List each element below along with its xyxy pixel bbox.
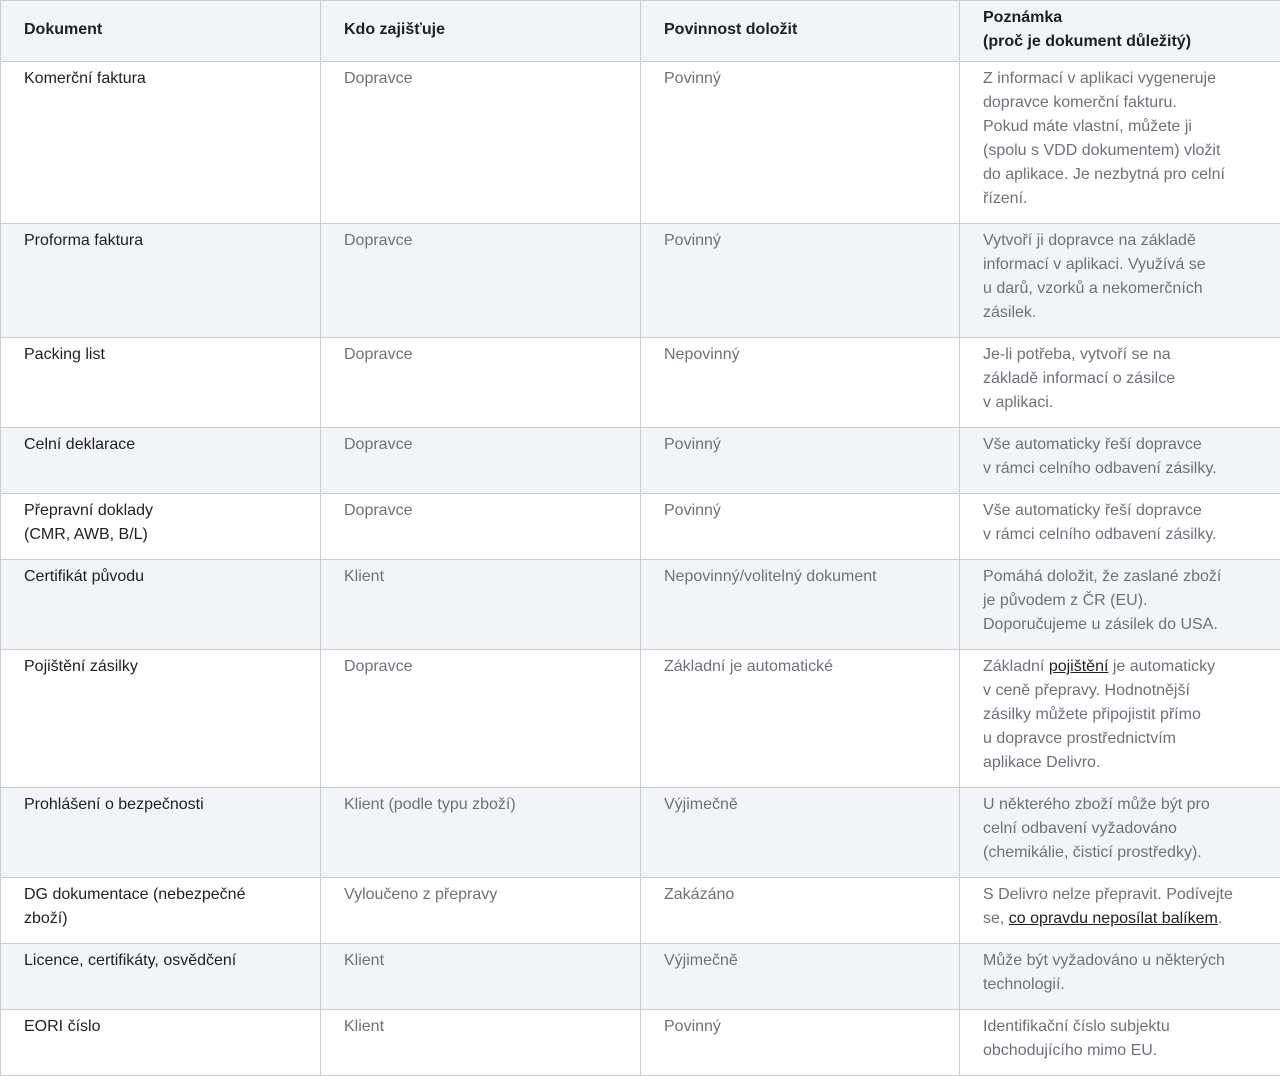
cell-document	[1, 650, 321, 788]
note-line: (chemikálie, čisticí prostředky).	[983, 841, 1257, 865]
note-line: obchodujícího mimo EU.	[983, 1039, 1257, 1063]
cell-who: Dopravce	[321, 224, 641, 338]
note-line: S Delivro nelze přepravit. Podívejte	[983, 883, 1257, 907]
table-row	[1, 560, 1280, 650]
header-duty: Povinnost doložit	[641, 1, 960, 62]
cell-note	[960, 878, 1280, 944]
note-line	[983, 655, 1257, 679]
document-name: Přepravní doklady	[24, 499, 297, 523]
header-row	[1, 1, 1280, 62]
document-name: Licence, certifikáty, osvědčení	[24, 949, 297, 973]
cell-duty: Povinný	[641, 428, 960, 494]
table-row	[1, 224, 1280, 338]
what-not-to-send-link[interactable]: co opravdu neposílat balíkem	[1009, 910, 1218, 927]
note-line: informací v aplikaci. Využívá se	[983, 253, 1257, 277]
note-line: Může být vyžadováno u některých	[983, 949, 1257, 973]
cell-document	[1, 788, 321, 878]
note-line	[983, 907, 1257, 931]
note-line: u darů, vzorků a nekomerčních	[983, 277, 1257, 301]
note-line: (spolu s VDD dokumentem) vložit	[983, 139, 1257, 163]
cell-who: Klient	[321, 944, 641, 1010]
cell-note	[960, 1010, 1280, 1076]
cell-note	[960, 224, 1280, 338]
note-text: .	[1218, 910, 1222, 927]
cell-document	[1, 560, 321, 650]
note-line: zásilek.	[983, 301, 1257, 325]
cell-duty: Výjimečně	[641, 788, 960, 878]
cell-note	[960, 650, 1280, 788]
insurance-link[interactable]: pojištění	[1049, 658, 1109, 675]
header-who: Kdo zajišťuje	[321, 1, 641, 62]
cell-duty: Povinný	[641, 494, 960, 560]
note-line: v aplikaci.	[983, 391, 1257, 415]
cell-document	[1, 338, 321, 428]
document-name: Komerční faktura	[24, 67, 297, 91]
note-line: aplikace Delivro.	[983, 751, 1257, 775]
cell-who: Dopravce	[321, 650, 641, 788]
cell-document	[1, 224, 321, 338]
note-line: v rámci celního odbavení zásilky.	[983, 457, 1257, 481]
table-row	[1, 650, 1280, 788]
header-note	[960, 1, 1280, 62]
table-row	[1, 338, 1280, 428]
document-name: Packing list	[24, 343, 297, 367]
cell-who: Dopravce	[321, 62, 641, 224]
note-line: u dopravce prostřednictvím	[983, 727, 1257, 751]
note-line: U některého zboží může být pro	[983, 793, 1257, 817]
note-line: dopravce komerční fakturu.	[983, 91, 1257, 115]
table-row	[1, 1010, 1280, 1076]
header-note-subtitle: (proč je dokument důležitý)	[983, 30, 1257, 54]
note-line: Pokud máte vlastní, můžete ji	[983, 115, 1257, 139]
table-row	[1, 944, 1280, 1010]
table-row	[1, 788, 1280, 878]
note-line: základě informací o zásilce	[983, 367, 1257, 391]
note-line: Je-li potřeba, vytvoří se na	[983, 343, 1257, 367]
document-name-detail: (CMR, AWB, B/L)	[24, 523, 297, 547]
cell-who: Dopravce	[321, 428, 641, 494]
note-line: Doporučujeme u zásilek do USA.	[983, 613, 1257, 637]
document-name: Proforma faktura	[24, 229, 297, 253]
cell-document	[1, 62, 321, 224]
document-name: Prohlášení o bezpečnosti	[24, 793, 297, 817]
cell-note	[960, 560, 1280, 650]
note-line: celní odbavení vyžadováno	[983, 817, 1257, 841]
cell-note	[960, 788, 1280, 878]
cell-duty: Povinný	[641, 224, 960, 338]
note-line: je původem z ČR (EU).	[983, 589, 1257, 613]
cell-duty: Základní je automatické	[641, 650, 960, 788]
table-row	[1, 62, 1280, 224]
note-line: Vše automaticky řeší dopravce	[983, 433, 1257, 457]
cell-who: Klient (podle typu zboží)	[321, 788, 641, 878]
cell-who: Dopravce	[321, 494, 641, 560]
note-line: do aplikace. Je nezbytná pro celní	[983, 163, 1257, 187]
cell-document	[1, 1010, 321, 1076]
cell-note	[960, 428, 1280, 494]
document-name: Celní deklarace	[24, 433, 297, 457]
note-line: technologií.	[983, 973, 1257, 997]
cell-duty: Povinný	[641, 1010, 960, 1076]
document-name: DG dokumentace (nebezpečné	[24, 883, 297, 907]
note-text: je automaticky	[1108, 658, 1215, 675]
document-name: EORI číslo	[24, 1015, 297, 1039]
cell-who: Dopravce	[321, 338, 641, 428]
table-row	[1, 428, 1280, 494]
cell-duty: Nepovinný	[641, 338, 960, 428]
note-line: v ceně přepravy. Hodnotnější	[983, 679, 1257, 703]
cell-document	[1, 878, 321, 944]
note-line: Vytvoří ji dopravce na základě	[983, 229, 1257, 253]
table-row	[1, 878, 1280, 944]
cell-who: Klient	[321, 560, 641, 650]
cell-duty: Výjimečně	[641, 944, 960, 1010]
table-row	[1, 494, 1280, 560]
cell-document	[1, 494, 321, 560]
note-line: zásilky můžete připojistit přímo	[983, 703, 1257, 727]
note-text: Základní	[983, 658, 1049, 675]
cell-note	[960, 338, 1280, 428]
document-name: Pojištění zásilky	[24, 655, 297, 679]
note-line: Z informací v aplikaci vygeneruje	[983, 67, 1257, 91]
cell-who: Klient	[321, 1010, 641, 1076]
note-line: Pomáhá doložit, že zaslané zboží	[983, 565, 1257, 589]
cell-note	[960, 944, 1280, 1010]
note-text: se,	[983, 910, 1009, 927]
document-name: zboží)	[24, 907, 297, 931]
document-name: Certifikát původu	[24, 565, 297, 589]
cell-who: Vyloučeno z přepravy	[321, 878, 641, 944]
cell-document	[1, 944, 321, 1010]
note-line: v rámci celního odbavení zásilky.	[983, 523, 1257, 547]
cell-note	[960, 62, 1280, 224]
cell-duty: Povinný	[641, 62, 960, 224]
cell-document	[1, 428, 321, 494]
cell-duty: Zakázáno	[641, 878, 960, 944]
note-line: Vše automaticky řeší dopravce	[983, 499, 1257, 523]
note-line: řízení.	[983, 187, 1257, 211]
cell-duty: Nepovinný/volitelný dokument	[641, 560, 960, 650]
header-document: Dokument	[1, 1, 321, 62]
header-note-title: Poznámka	[983, 6, 1257, 30]
cell-note	[960, 494, 1280, 560]
note-line: Identifikační číslo subjektu	[983, 1015, 1257, 1039]
